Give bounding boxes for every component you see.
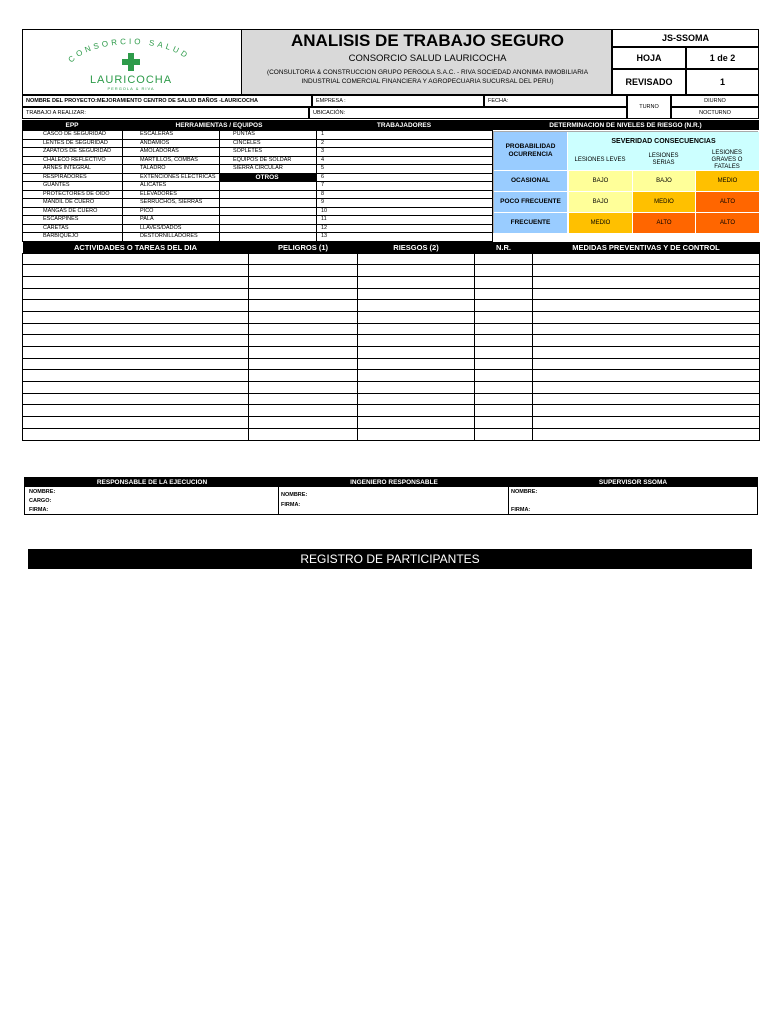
activity-row — [23, 347, 760, 359]
probability-row-label: POCO FRECUENTE — [494, 191, 568, 212]
probability-row-label: FRECUENTE — [494, 212, 568, 233]
risk-level-cell: BAJO — [568, 170, 632, 191]
worker-item[interactable]: 9 — [317, 199, 493, 208]
title-area — [241, 29, 612, 95]
activity-row — [23, 417, 760, 429]
medida-cell[interactable] — [533, 300, 760, 312]
worker-item[interactable]: 13 — [317, 233, 493, 242]
page-description: (CONSULTORIA & CONSTRUCCION GRUPO PERGOLA S.A.C. - RIVA SOCIEDAD ANONIMA INMOBILIARIA INDUSTRIAL COMERCIAL FINANCIERA Y AGROPECUARIA SUCURSAL DEL PERU) — [266, 69, 589, 85]
peligro-cell[interactable] — [249, 253, 358, 265]
sig-firma-3[interactable]: FIRMA: — [511, 507, 531, 513]
sig-header-responsable: RESPONSABLE DE LA EJECUCION — [25, 478, 279, 487]
logo-name: LAURICOCHA — [89, 74, 173, 86]
risk-matrix — [493, 131, 758, 233]
sev-col-graves: LESIONES GRAVES O FATALES — [695, 150, 759, 170]
medida-cell[interactable] — [533, 358, 760, 370]
worker-item[interactable]: 4 — [317, 156, 493, 165]
riesgo-cell[interactable] — [358, 335, 475, 347]
epp-item[interactable]: ESCARPINES — [23, 216, 123, 225]
nr-cell[interactable] — [475, 382, 533, 394]
medida-cell[interactable] — [533, 276, 760, 288]
risk-level-cell: MEDIO — [695, 170, 759, 191]
logo-arc-text: CONSORCIO SALUD — [66, 36, 192, 65]
otros-header: OTROS — [220, 173, 317, 182]
risk-level-header: DETERMINACION DE NIVELES DE RIESGO (N.R.) — [492, 120, 759, 130]
activity-row — [23, 311, 760, 323]
tool-item[interactable]: PALA — [123, 216, 220, 225]
riesgo-cell[interactable] — [358, 300, 475, 312]
other-item[interactable] — [220, 199, 317, 208]
sig-firma-1[interactable]: FIRMA: — [29, 507, 49, 513]
checklist-row — [23, 156, 493, 165]
nr-cell[interactable] — [475, 288, 533, 300]
peligro-cell[interactable] — [249, 417, 358, 429]
checklist-row — [23, 207, 493, 216]
epp-item[interactable]: PROTECTORES DE OIDO — [23, 190, 123, 199]
medida-cell[interactable] — [533, 405, 760, 417]
activity-row — [23, 428, 760, 440]
nr-cell[interactable] — [475, 370, 533, 382]
epp-item[interactable]: RESPIRADORES — [23, 173, 123, 182]
peligro-cell[interactable] — [249, 323, 358, 335]
activity-cell[interactable] — [23, 323, 249, 335]
fecha-field[interactable]: FECHA: — [484, 95, 627, 107]
risk-level-cell: MEDIO — [568, 212, 632, 233]
riesgo-cell[interactable] — [358, 288, 475, 300]
col-medidas: MEDIDAS PREVENTIVAS Y DE CONTROL — [572, 242, 720, 252]
tool-item[interactable]: ALICATES — [123, 182, 220, 191]
col-actividades: ACTIVIDADES O TAREAS DEL DIA — [73, 242, 198, 252]
nr-cell[interactable] — [475, 405, 533, 417]
diurno-option[interactable]: DIURNO — [671, 95, 759, 107]
epp-item[interactable]: ZAPATOS DE SEGURIDAD — [23, 148, 123, 157]
checklist-row — [23, 190, 493, 199]
epp-item[interactable]: CASCO DE SEGURIDAD — [23, 131, 123, 140]
epp-header: EPP — [22, 120, 122, 130]
activity-row — [23, 265, 760, 277]
riesgo-cell[interactable] — [358, 253, 475, 265]
activity-cell[interactable] — [23, 358, 249, 370]
sig-col-responsable — [25, 487, 279, 515]
checklist-row — [23, 216, 493, 225]
hoja-value: 1 de 2 — [686, 47, 759, 69]
nr-cell[interactable] — [475, 335, 533, 347]
activity-row — [23, 335, 760, 347]
medida-cell[interactable] — [533, 428, 760, 440]
riesgo-cell[interactable] — [358, 358, 475, 370]
peligro-cell[interactable] — [249, 311, 358, 323]
risk-level-cell: ALTO — [695, 212, 759, 233]
medida-cell[interactable] — [533, 393, 760, 405]
riesgo-cell[interactable] — [358, 311, 475, 323]
risk-level-cell: ALTO — [695, 191, 759, 212]
logo — [23, 30, 241, 94]
probability-row-label: OCASIONAL — [494, 170, 568, 191]
tool-item[interactable]: PICO — [123, 207, 220, 216]
tool-item[interactable]: EXTENCIONES ELECTRICAS — [123, 173, 220, 182]
riesgo-cell[interactable] — [358, 276, 475, 288]
checklist-row — [23, 148, 493, 157]
tool-item[interactable]: ELEVADORES — [123, 190, 220, 199]
risk-level-cell: MEDIO — [632, 191, 695, 212]
tool-item[interactable]: MARTILLOS, COMBAS — [123, 156, 220, 165]
peligro-cell[interactable] — [249, 335, 358, 347]
page-title: ANALISIS DE TRABAJO SEGURO — [291, 31, 564, 50]
medida-cell[interactable] — [533, 417, 760, 429]
nr-cell[interactable] — [475, 347, 533, 359]
medida-cell[interactable] — [533, 323, 760, 335]
workers-header: TRABAJADORES — [316, 120, 492, 130]
worker-item[interactable]: 1 — [317, 131, 493, 140]
worker-item[interactable]: 10 — [317, 207, 493, 216]
checklist-row — [23, 165, 493, 174]
activity-row — [23, 300, 760, 312]
risk-level-cell: ALTO — [632, 212, 695, 233]
activities-table — [22, 242, 759, 441]
other-item[interactable] — [220, 182, 317, 191]
activity-cell[interactable] — [23, 276, 249, 288]
epp-item[interactable]: MANDIL DE CUERO — [23, 199, 123, 208]
activity-cell[interactable] — [23, 428, 249, 440]
medida-cell[interactable] — [533, 288, 760, 300]
riesgo-cell[interactable] — [358, 417, 475, 429]
riesgo-cell[interactable] — [358, 382, 475, 394]
tool-item[interactable]: DESTORNILLADORES — [123, 233, 220, 242]
activity-cell[interactable] — [23, 288, 249, 300]
activity-cell[interactable] — [23, 335, 249, 347]
peligro-cell[interactable] — [249, 382, 358, 394]
nr-cell[interactable] — [475, 311, 533, 323]
activity-row — [23, 370, 760, 382]
hoja-label: HOJA — [612, 47, 686, 69]
activity-cell[interactable] — [23, 405, 249, 417]
other-item[interactable] — [220, 224, 317, 233]
tool-item[interactable]: PUNTAS — [220, 131, 317, 140]
tool-item[interactable]: SOPLETES — [220, 148, 317, 157]
worker-item[interactable]: 7 — [317, 182, 493, 191]
worker-item[interactable]: 6 — [317, 173, 493, 182]
logo-sub: PERGOLA & RIVA — [107, 86, 155, 91]
tools-header: HERRAMIENTAS / EQUIPOS — [122, 120, 316, 130]
nr-cell[interactable] — [475, 300, 533, 312]
nr-cell[interactable] — [475, 393, 533, 405]
col-peligros: PELIGROS (1) — [277, 242, 328, 252]
other-item[interactable] — [220, 233, 317, 242]
tool-item[interactable]: SIERRA CIRCULAR — [220, 165, 317, 174]
activity-cell[interactable] — [23, 382, 249, 394]
peligro-cell[interactable] — [249, 265, 358, 277]
worker-item[interactable]: 2 — [317, 139, 493, 148]
epp-item[interactable]: MANGAS DE CUERO — [23, 207, 123, 216]
activity-row — [23, 382, 760, 394]
signature-block — [24, 477, 758, 515]
checklist-row — [23, 182, 493, 191]
nr-cell[interactable] — [475, 358, 533, 370]
probability-label: PROBABILIDAD OCURRENCIA — [494, 132, 568, 170]
epp-item[interactable]: ARNES INTEGRAL — [23, 165, 123, 174]
activity-cell[interactable] — [23, 253, 249, 265]
tool-item[interactable]: ESCALERAS — [123, 131, 220, 140]
activity-row — [23, 358, 760, 370]
nocturno-option[interactable]: NOCTURNO — [671, 107, 759, 119]
epp-item[interactable]: BARBIQUEJO — [23, 233, 123, 242]
risk-level-cell: BAJO — [632, 170, 695, 191]
page-subtitle: CONSORCIO SALUD LAURICOCHA — [348, 53, 507, 64]
logo-graphic — [23, 30, 241, 94]
trabajo-field[interactable]: TRABAJO A REALIZAR: — [22, 107, 309, 119]
riesgo-cell[interactable] — [358, 265, 475, 277]
worker-item[interactable]: 8 — [317, 190, 493, 199]
ubicacion-field[interactable]: UBICACIÓN: — [309, 107, 627, 119]
col-nr: N.R. — [496, 242, 511, 252]
peligro-cell[interactable] — [249, 393, 358, 405]
tool-item[interactable]: SERRUCHOS, SIERRAS — [123, 199, 220, 208]
col-riesgos: RIESGOS (2) — [393, 242, 439, 252]
activity-cell[interactable] — [23, 311, 249, 323]
epp-item[interactable]: GUANTES — [23, 182, 123, 191]
sig-header-ingeniero: INGENIERO RESPONSABLE — [279, 478, 509, 487]
peligro-cell[interactable] — [249, 405, 358, 417]
activity-row — [23, 405, 760, 417]
riesgo-cell[interactable] — [358, 347, 475, 359]
medida-cell[interactable] — [533, 253, 760, 265]
activity-cell[interactable] — [23, 393, 249, 405]
peligro-cell[interactable] — [249, 370, 358, 382]
activity-cell[interactable] — [23, 370, 249, 382]
epp-item[interactable]: CHALECO REFLECTIVO — [23, 156, 123, 165]
worker-item[interactable]: 11 — [317, 216, 493, 225]
nr-cell[interactable] — [475, 428, 533, 440]
peligro-cell[interactable] — [249, 428, 358, 440]
tool-item[interactable]: LLAVES/DADOS — [123, 224, 220, 233]
tool-item[interactable]: AMOLADORAS — [123, 148, 220, 157]
empresa-field[interactable]: EMPRESA : — [312, 95, 484, 107]
activity-cell[interactable] — [23, 417, 249, 429]
nr-cell[interactable] — [475, 417, 533, 429]
epp-item[interactable]: CARETAS — [23, 224, 123, 233]
medida-cell[interactable] — [533, 370, 760, 382]
registro-title: REGISTRO DE PARTICIPANTES — [28, 549, 752, 569]
checklist-row — [23, 199, 493, 208]
epp-item[interactable]: LENTES DE SEGURIDAD — [23, 139, 123, 148]
riesgo-cell[interactable] — [358, 370, 475, 382]
tool-item[interactable]: TALADRO — [123, 165, 220, 174]
checklist-row — [23, 139, 493, 148]
checklist-row — [23, 233, 493, 242]
medida-cell[interactable] — [533, 382, 760, 394]
riesgo-cell[interactable] — [358, 405, 475, 417]
medida-cell[interactable] — [533, 335, 760, 347]
sig-cargo-1[interactable]: CARGO: — [29, 498, 52, 504]
activity-row — [23, 288, 760, 300]
checklist-row — [23, 173, 493, 182]
project-field[interactable]: NOMBRE DEL PROYECTO:MEJORAMIENTO CENTRO DE SALUD BAÑOS -LAURICOCHA — [22, 95, 312, 107]
riesgo-cell[interactable] — [358, 393, 475, 405]
activity-row — [23, 323, 760, 335]
logo-cross-icon — [122, 53, 140, 71]
revisado-value: 1 — [686, 69, 759, 95]
tool-item[interactable]: ANDAMIOS — [123, 139, 220, 148]
checklist-row — [23, 224, 493, 233]
peligro-cell[interactable] — [249, 276, 358, 288]
riesgo-cell[interactable] — [358, 428, 475, 440]
sig-firma-2[interactable]: FIRMA: — [281, 502, 301, 508]
activity-cell[interactable] — [23, 265, 249, 277]
sev-col-serias: LESIONES SERIAS — [632, 150, 695, 170]
other-item[interactable] — [220, 190, 317, 199]
activity-cell[interactable] — [23, 300, 249, 312]
activity-row — [23, 393, 760, 405]
activity-row — [23, 253, 760, 265]
sev-col-leves: LESIONES LEVES — [568, 150, 632, 170]
checklist-grid — [22, 130, 492, 241]
other-item[interactable] — [220, 216, 317, 225]
nr-cell[interactable] — [475, 276, 533, 288]
sig-nombre-1[interactable]: NOMBRE: — [29, 489, 56, 495]
activity-cell[interactable] — [23, 347, 249, 359]
other-item[interactable] — [220, 207, 317, 216]
medida-cell[interactable] — [533, 265, 760, 277]
medida-cell[interactable] — [533, 347, 760, 359]
peligro-cell[interactable] — [249, 358, 358, 370]
peligro-cell[interactable] — [249, 347, 358, 359]
tool-item[interactable]: CINCELES — [220, 139, 317, 148]
sig-col-ingeniero — [279, 487, 509, 515]
worker-item[interactable]: 5 — [317, 165, 493, 174]
risk-level-cell: BAJO — [568, 191, 632, 212]
doc-code: JS-SSOMA — [612, 29, 759, 47]
nr-cell[interactable] — [475, 323, 533, 335]
peligro-cell[interactable] — [249, 288, 358, 300]
severity-label: SEVERIDAD CONSECUENCIAS — [568, 132, 759, 150]
revisado-label: REVISADO — [612, 69, 686, 95]
turno-label: TURNO — [627, 95, 671, 119]
nr-cell[interactable] — [475, 253, 533, 265]
riesgo-cell[interactable] — [358, 323, 475, 335]
medida-cell[interactable] — [533, 311, 760, 323]
nr-cell[interactable] — [475, 265, 533, 277]
checklist-row — [23, 131, 493, 140]
sig-nombre-2[interactable]: NOMBRE: — [281, 492, 308, 498]
activity-row — [23, 276, 760, 288]
worker-item[interactable]: 12 — [317, 224, 493, 233]
sig-col-supervisor — [509, 487, 757, 515]
worker-item[interactable]: 3 — [317, 148, 493, 157]
sig-nombre-3[interactable]: NOMBRE: — [511, 489, 538, 495]
peligro-cell[interactable] — [249, 300, 358, 312]
sig-header-supervisor: SUPERVISOR SSOMA — [509, 478, 757, 487]
tool-item[interactable]: EQUIPOS DE SOLDAR — [220, 156, 317, 165]
